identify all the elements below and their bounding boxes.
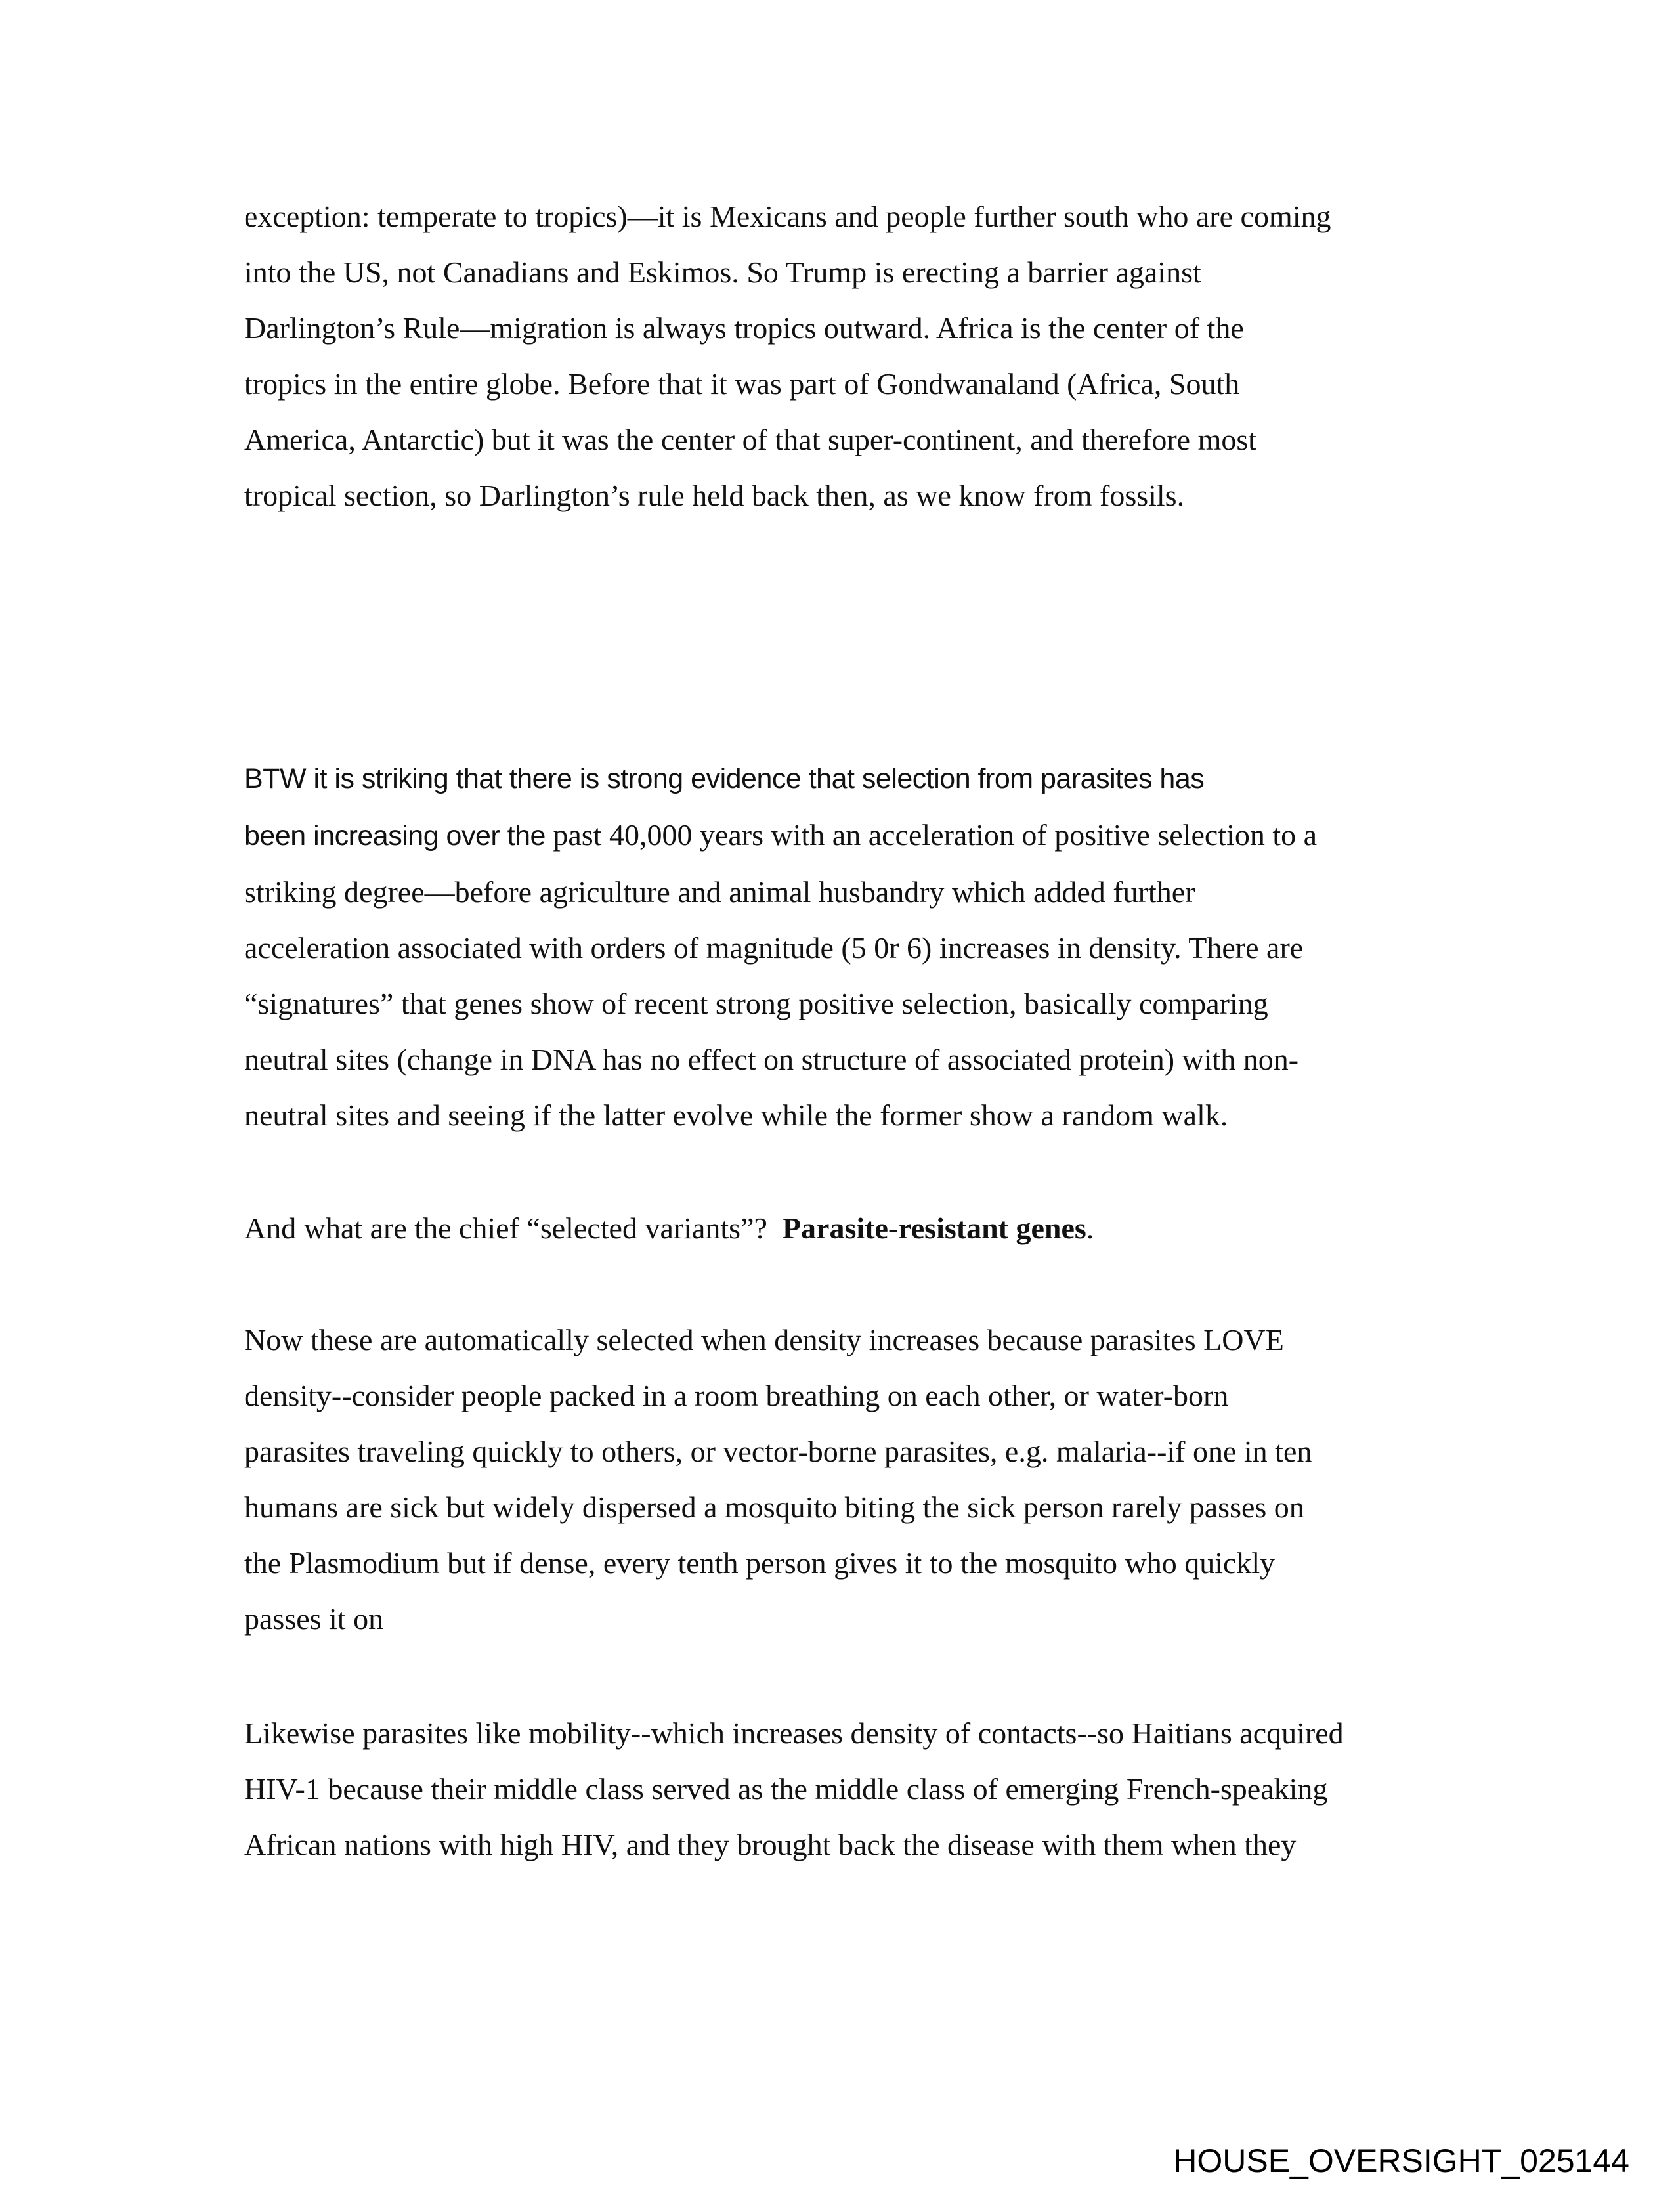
paragraph-selection (244, 751, 1426, 1143)
text-line: striking degree—before agriculture and animal husbandry which added further (244, 875, 1195, 909)
period: . (1086, 1211, 1094, 1245)
text-line: “signatures” that genes show of recent strong positive selection, basically comparing (244, 987, 1268, 1020)
text-line: parasites traveling quickly to others, or vector-borne parasites, e.g. malaria--if one in ten (244, 1435, 1312, 1468)
text-segment-serif: past 40,000 years with an acceleration of positive selection to a (553, 818, 1318, 852)
paragraph-selected-variants (244, 1200, 1426, 1256)
text-line (244, 807, 1426, 864)
text-line: tropics in the entire globe. Before that it was part of Gondwanaland (Africa, South (244, 367, 1240, 401)
text-line: neutral sites and seeing if the latter evolve while the former show a random walk. (244, 1098, 1228, 1132)
paragraph-darlington (244, 188, 1426, 523)
text-line: exception: temperate to tropics)—it is Mexicans and people further south who are coming (244, 200, 1331, 233)
text-line (244, 1200, 1426, 1256)
text-line: acceleration associated with orders of magnitude (5 0r 6) increases in density. There are (244, 931, 1304, 965)
text-line: neutral sites (change in DNA has no effect on structure of associated protein) with non- (244, 1043, 1299, 1076)
text-line: into the US, not Canadians and Eskimos. So Trump is erecting a barrier against (244, 255, 1201, 289)
paragraph-density (244, 1312, 1426, 1647)
text-line: America, Antarctic) but it was the center of that super-continent, and therefore most (244, 423, 1257, 456)
question-text: And what are the chief “selected variants”? (244, 1211, 783, 1245)
text-line: tropical section, so Darlington’s rule held back then, as we know from fossils. (244, 479, 1185, 512)
text-line: passes it on (244, 1602, 384, 1636)
text-line: Now these are automatically selected when density increases because parasites LOVE (244, 1323, 1284, 1356)
answer-bold: Parasite-resistant genes (782, 1211, 1086, 1245)
text-line: humans are sick but widely dispersed a mosquito biting the sick person rarely passes on (244, 1490, 1304, 1524)
text-line: the Plasmodium but if dense, every tenth person gives it to the mosquito who quickly (244, 1546, 1276, 1580)
document-id-footer: HOUSE_OVERSIGHT_025144 (1173, 2142, 1629, 2179)
text-line: Darlington’s Rule—migration is always tropics outward. Africa is the center of the (244, 311, 1244, 345)
text-line: BTW it is striking that there is strong evidence that selection from parasites has (244, 763, 1205, 794)
text-line: HIV-1 because their middle class served as the middle class of emerging French-speaking (244, 1772, 1328, 1806)
text-line: density--consider people packed in a room breathing on each other, or water-born (244, 1379, 1229, 1412)
paragraph-mobility (244, 1705, 1426, 1873)
text-line: Likewise parasites like mobility--which increases density of contacts--so Haitians acquired (244, 1716, 1344, 1750)
text-line: African nations with high HIV, and they brought back the disease with them when they (244, 1828, 1297, 1861)
text-segment-sans: been increasing over the (244, 820, 553, 852)
